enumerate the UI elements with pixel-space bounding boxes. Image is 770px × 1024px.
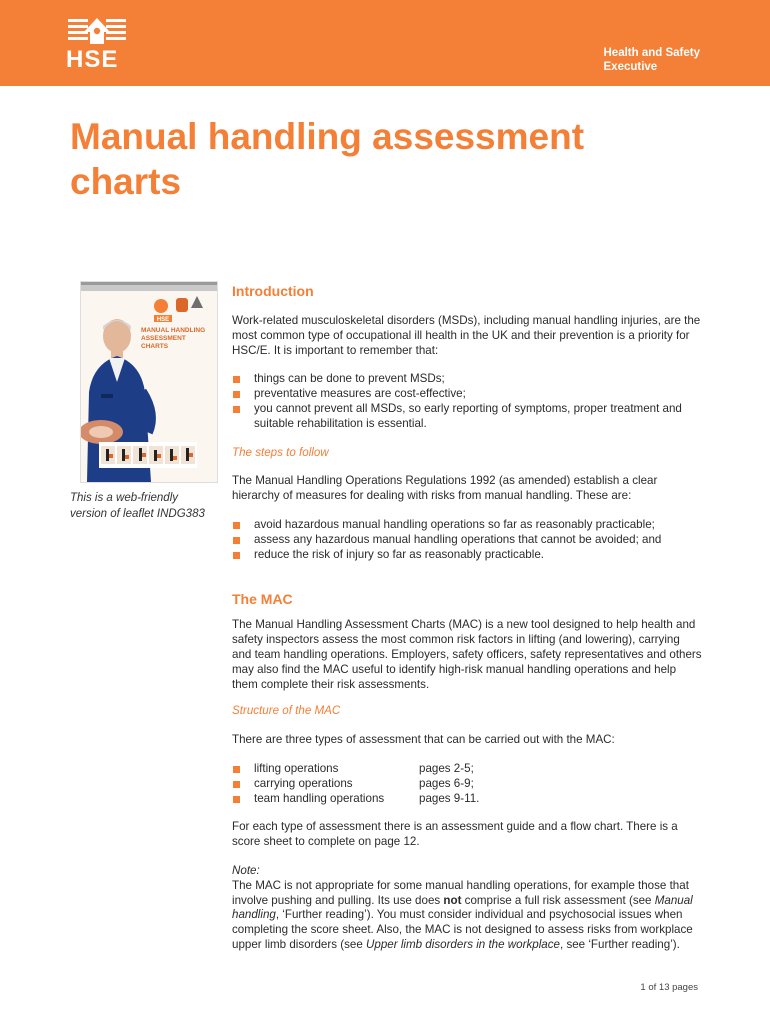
steps-bullet-list xyxy=(232,518,702,562)
page-number: 1 of 13 pages xyxy=(640,982,698,993)
note-text: comprise a full risk assessment (see xyxy=(461,893,655,907)
cover-caption xyxy=(70,490,220,522)
cover-logo-text: HSE xyxy=(156,317,170,323)
cover-title-line-2: ASSESSMENT xyxy=(141,335,186,342)
list-item: you cannot prevent all MSDs, so early reporting of symptoms, proper treatment and suitable rehabilitation is essential. xyxy=(232,402,702,432)
caption-line-2: version of leaflet INDG383 xyxy=(70,508,205,520)
list-item xyxy=(232,777,702,792)
steps-paragraph: The Manual Handling Operations Regulations 1992 (as amended) establish a clear hierarchy of measures for dealing with risks from manual handling. These are: xyxy=(232,474,658,503)
list-item: things can be done to prevent MSDs; xyxy=(232,372,702,387)
note-label xyxy=(232,864,702,879)
steps-heading: The steps to follow xyxy=(232,445,329,459)
note-text: , ‘Further reading’). You must consider individual and psychosocial issues when completing the score sheet. Also, the MAC is not designed to assess risks from workplace upper limb disorders (see xyxy=(232,908,693,951)
cover-title-line-3: CHARTS xyxy=(141,343,169,350)
hse-logo-mark-icon xyxy=(66,16,128,46)
assessment-pages: pages 2-5; xyxy=(419,761,474,775)
note-reference-upper-limb: Upper limb disorders in the workplace xyxy=(366,937,560,951)
mac-paragraph: The Manual Handling Assessment Charts (MAC) is a new tool designed to help health and safety inspectors assess the most common risk factors in lifting (and lowering), carrying and team handling operations. Employers, safety officers, safety representatives and others may also find the MAC useful to identify high-risk manual handling operations and help them complete their risk assessments. xyxy=(232,618,702,691)
note-text: , see ‘Further reading’). xyxy=(560,937,680,951)
list-item: reduce the risk of injury so far as reasonably practicable. xyxy=(232,548,702,563)
cover-illustration xyxy=(81,282,217,482)
caption-line-1: This is a web-friendly xyxy=(70,492,179,504)
hse-logo xyxy=(66,16,128,72)
org-line-1: Health and Safety xyxy=(603,47,700,59)
note-text: The MAC is not appropriate for some manual handling operations, for example those that involve pushing and pulling. Its use does xyxy=(232,878,689,907)
list-item: avoid hazardous manual handling operations so far as reasonably practicable; xyxy=(232,518,702,533)
leaflet-cover-image xyxy=(80,281,218,483)
introduction-heading: Introduction xyxy=(232,283,314,299)
introduction-bullet-list xyxy=(232,372,702,431)
cover-title-line-1: MANUAL HANDLING xyxy=(141,327,206,334)
organisation-name xyxy=(604,46,701,74)
title-line-2: charts xyxy=(70,161,182,202)
assessment-type: lifting operations xyxy=(254,761,339,775)
structure-intro: There are three types of assessment that can be carried out with the MAC: xyxy=(232,733,615,747)
note-bold-text: not xyxy=(443,893,462,907)
hse-logo-text: HSE xyxy=(66,46,119,73)
org-line-2: Executive xyxy=(603,61,658,73)
introduction-paragraph: Work-related musculoskeletal disorders (MSDs), including manual handling injuries, are the most common type of occupational ill health in the UK and their prevention is a priority for HSC/E. It is important to remember that: xyxy=(232,314,701,357)
assessment-types-list xyxy=(232,762,702,806)
assessment-type: team handling operations xyxy=(254,791,385,805)
main-content xyxy=(232,282,702,953)
mac-heading: The MAC xyxy=(232,591,293,608)
note-paragraph xyxy=(232,879,702,953)
list-item: assess any hazardous manual handling operations that cannot be avoided; and xyxy=(232,533,702,548)
assessment-pages: pages 9-11. xyxy=(419,791,480,805)
assessment-pages: pages 6-9; xyxy=(419,776,474,790)
list-item xyxy=(232,762,702,777)
structure-closing: For each type of assessment there is an assessment guide and a flow chart. There is a score sheet to complete on page 12. xyxy=(232,820,678,849)
header-banner xyxy=(0,0,770,86)
note-label-text: Note: xyxy=(232,863,260,877)
list-item xyxy=(232,792,702,807)
structure-heading: Structure of the MAC xyxy=(232,704,341,718)
document-title xyxy=(70,114,710,204)
title-line-1: Manual handling assessment xyxy=(70,116,585,157)
assessment-type: carrying operations xyxy=(254,776,353,790)
list-item: preventative measures are cost-effective; xyxy=(232,387,702,402)
note-reference-manual-handling: Manual handling xyxy=(232,893,693,922)
